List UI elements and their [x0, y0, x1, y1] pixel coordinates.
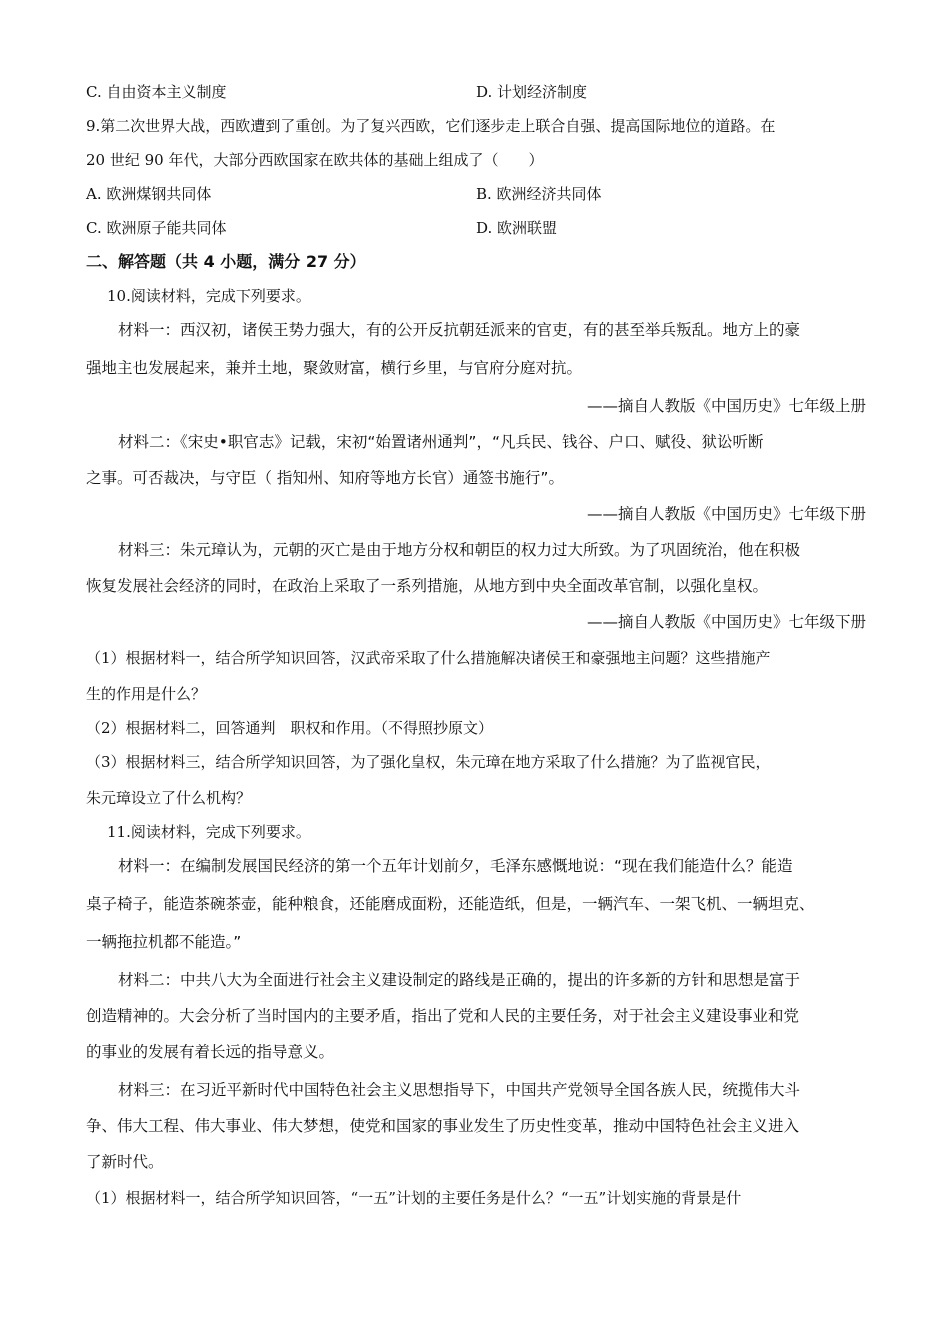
- q9-stem-line-2: 20 世纪 90 年代，大部分西欧国家在欧共体的基础上组成了（ ）: [86, 151, 544, 169]
- q11-intro: 11.阅读材料，完成下列要求。: [107, 823, 311, 841]
- q10-sub3-line-2: 朱元璋设立了什么机构？: [86, 789, 252, 807]
- q11-material3-line-1: 材料三：在习近平新时代中国特色社会主义思想指导下，中国共产党领导全国各族人民，统揽伟大斗: [118, 1081, 801, 1099]
- q8-option-c: C. 自由资本主义制度: [86, 83, 227, 101]
- q10-material2-line-1: 材料二：《宋史•职官志》记载，宋初“始置诸州通判”，“凡兵民、钱谷、户口、赋役、狱讼听断: [118, 433, 764, 451]
- q11-sub1-line-1: （1）根据材料一，结合所学知识回答，“一五”计划的主要任务是什么？“一五”计划实施的背景是什: [86, 1189, 742, 1207]
- q10-material2-line-2: 之事。可否裁决，与守臣（ 指知州、知府等地方长官）通签书施行”。: [86, 469, 564, 487]
- q11-material2-line-2: 创造精神的。大会分析了当时国内的主要矛盾，指出了党和人民的主要任务，对于社会主义建设事业和党: [86, 1007, 800, 1025]
- q11-material1-line-3: 一辆拖拉机都不能造。”: [86, 933, 242, 951]
- q10-material1-line-1: 材料一：西汉初，诸侯王势力强大，有的公开反抗朝廷派来的官吏，有的甚至举兵叛乱。地方上的豪: [118, 321, 801, 339]
- q10-material1-source: ——摘自人教版《中国历史》七年级上册: [586, 397, 866, 415]
- q10-material2-source: ——摘自人教版《中国历史》七年级下册: [586, 505, 866, 523]
- q10-material3-source: ——摘自人教版《中国历史》七年级下册: [586, 613, 866, 631]
- q10-sub2: （2）根据材料二，回答通判 职权和作用。（不得照抄原文）: [86, 719, 494, 737]
- q10-sub3-line-1: （3）根据材料三，结合所学知识回答，为了强化皇权，朱元璋在地方采取了什么措施？为了监视官民，: [86, 753, 771, 771]
- q9-option-a: A. 欧洲煤钢共同体: [86, 185, 212, 203]
- q11-material2-line-3: 的事业的发展有着长远的指导意义。: [86, 1043, 335, 1061]
- q9-option-d: D. 欧洲联盟: [476, 219, 558, 237]
- q10-material1-line-2: 强地主也发展起来，兼并土地，聚敛财富，横行乡里，与官府分庭对抗。: [86, 359, 583, 377]
- q10-sub1-line-1: （1）根据材料一，结合所学知识回答，汉武帝采取了什么措施解决诸侯王和豪强地主问题？这些措施产: [86, 649, 771, 667]
- q9-option-b: B. 欧洲经济共同体: [476, 185, 602, 203]
- q11-material1-line-1: 材料一：在编制发展国民经济的第一个五年计划前夕，毛泽东感慨地说：“现在我们能造什么？能造: [118, 857, 793, 875]
- q10-sub1-line-2: 生的作用是什么？: [86, 685, 207, 703]
- q11-material1-line-2: 桌子椅子，能造茶碗茶壶，能种粮食，还能磨成面粉，还能造纸，但是，一辆汽车、一架飞机、一辆坦克、: [86, 895, 815, 913]
- q10-material3-line-1: 材料三：朱元璋认为，元朝的灭亡是由于地方分权和朝臣的权力过大所致。为了巩固统治，他在积极: [118, 541, 801, 559]
- q10-material3-line-2: 恢复发展社会经济的同时，在政治上采取了一系列措施，从地方到中央全面改革官制，以强化皇权。: [86, 577, 769, 595]
- q10-intro: 10.阅读材料，完成下列要求。: [107, 287, 311, 305]
- section-title: 二、解答题（共 4 小题，满分 27 分）: [86, 252, 366, 271]
- q11-material3-line-2: 争、伟大工程、伟大事业、伟大梦想，使党和国家的事业发生了历史性变革，推动中国特色社会主义进入: [86, 1117, 800, 1135]
- q8-option-d: D. 计划经济制度: [476, 83, 588, 101]
- q11-material3-line-3: 了新时代。: [86, 1153, 164, 1171]
- q9-option-c: C. 欧洲原子能共同体: [86, 219, 227, 237]
- q11-material2-line-1: 材料二：中共八大为全面进行社会主义建设制定的路线是正确的，提出的许多新的方针和思想是富于: [118, 971, 801, 989]
- q9-stem-line-1: 9.第二次世界大战，西欧遭到了重创。为了复兴西欧，它们逐步走上联合自强、提高国际地位的道路。在: [86, 117, 776, 135]
